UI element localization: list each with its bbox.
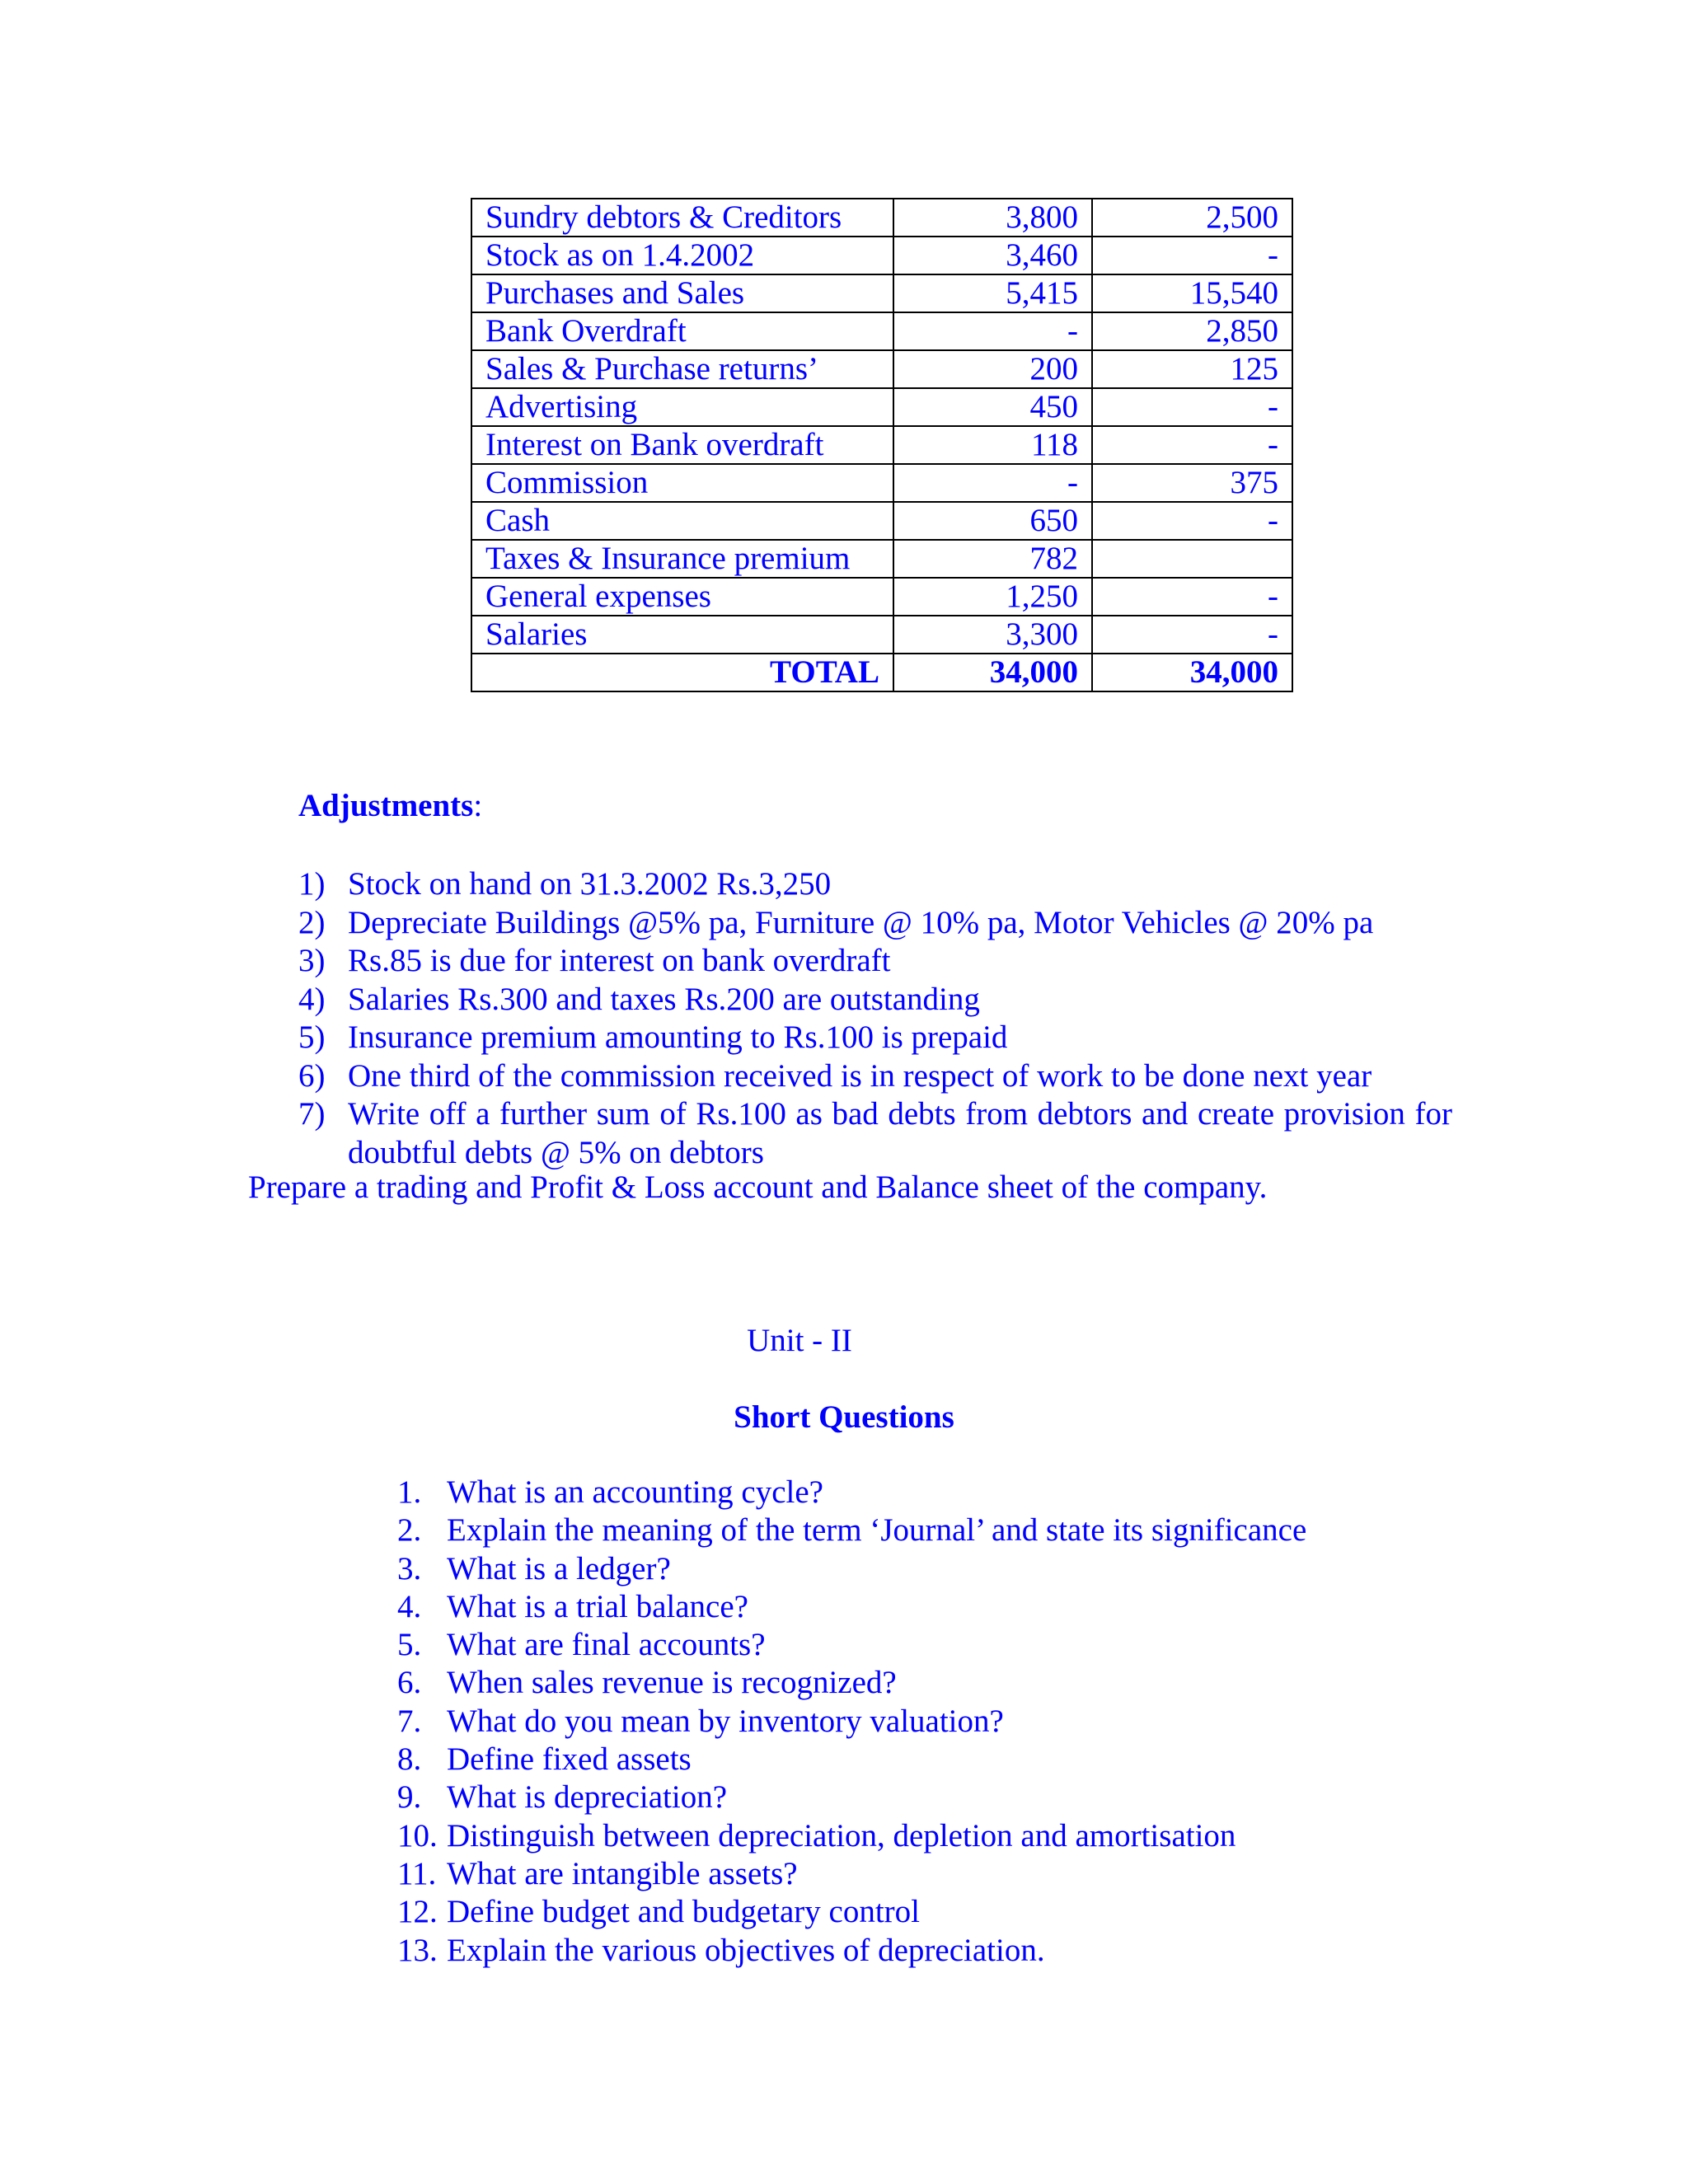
item-text: When sales revenue is recognized? — [447, 1665, 897, 1701]
item-text: What is a trial balance? — [447, 1588, 748, 1624]
list-item — [397, 1474, 1469, 1511]
list-item — [397, 1817, 1469, 1855]
adjustments-colon: : — [473, 788, 483, 823]
item-text: What is a ledger? — [447, 1550, 671, 1586]
particulars-cell: Cash — [471, 502, 893, 540]
item-text: Depreciate Buildings @5% pa, Furniture @ 10% pa, Motor Vehicles @ 20% pa — [348, 904, 1374, 940]
list-item — [298, 904, 1452, 943]
short-questions-heading: Short Questions — [734, 1399, 954, 1435]
debit-cell: 3,460 — [893, 237, 1092, 274]
list-item — [397, 1855, 1469, 1893]
credit-cell: - — [1092, 616, 1292, 654]
list-item — [298, 1057, 1452, 1096]
item-text: What do you mean by inventory valuation? — [447, 1703, 1004, 1739]
credit-cell: 125 — [1092, 350, 1292, 388]
credit-cell: 15,540 — [1092, 274, 1292, 312]
table-row — [471, 426, 1292, 464]
list-item — [397, 1664, 1469, 1702]
item-number: 1) — [298, 866, 326, 902]
item-number: 3) — [298, 943, 326, 978]
item-text: What are intangible assets? — [447, 1855, 798, 1891]
item-number: 9. — [397, 1779, 422, 1816]
credit-cell — [1092, 540, 1292, 578]
list-item — [397, 1511, 1469, 1549]
adjustments-list — [298, 865, 1452, 1172]
item-number: 6) — [298, 1057, 326, 1094]
particulars-cell: Sales & Purchase returns’ — [471, 350, 893, 388]
item-number: 2. — [397, 1512, 422, 1549]
list-item — [397, 1779, 1469, 1816]
item-number: 11. — [397, 1855, 437, 1891]
item-text: Insurance premium amounting to Rs.100 is prepaid — [348, 1019, 1008, 1055]
item-number: 4. — [397, 1588, 422, 1624]
list-item — [298, 1019, 1452, 1057]
item-number: 7) — [298, 1096, 326, 1132]
list-item — [298, 865, 1452, 904]
item-text: What are final accounts? — [447, 1627, 766, 1663]
table-row — [471, 502, 1292, 540]
table-row — [471, 237, 1292, 274]
list-item — [397, 1588, 1469, 1626]
item-number: 3. — [397, 1550, 422, 1586]
debit-cell: 118 — [893, 426, 1092, 464]
particulars-cell: Stock as on 1.4.2002 — [471, 237, 893, 274]
list-item — [298, 981, 1452, 1019]
table-row — [471, 464, 1292, 502]
particulars-cell: Salaries — [471, 616, 893, 654]
credit-cell: - — [1092, 388, 1292, 426]
item-text: Distinguish between depreciation, depletion and amortisation — [447, 1817, 1236, 1854]
item-number: 10. — [397, 1817, 438, 1854]
item-number: 5) — [298, 1019, 326, 1055]
item-text: What is depreciation? — [447, 1779, 728, 1816]
list-item — [298, 942, 1452, 981]
debit-cell: 5,415 — [893, 274, 1092, 312]
credit-cell: 2,500 — [1092, 199, 1292, 237]
table-row — [471, 540, 1292, 578]
item-text: One third of the commission received is in respect of work to be done next year — [348, 1057, 1372, 1094]
item-number: 2) — [298, 904, 326, 940]
table-row — [471, 312, 1292, 350]
particulars-cell: General expenses — [471, 578, 893, 616]
debit-cell: 782 — [893, 540, 1092, 578]
debit-cell: - — [893, 312, 1092, 350]
particulars-cell: Interest on Bank overdraft — [471, 426, 893, 464]
item-text: Define budget and budgetary control — [447, 1894, 920, 1930]
table-row — [471, 388, 1292, 426]
item-text: Explain the meaning of the term ‘Journal’ and state its significance — [447, 1512, 1307, 1549]
particulars-cell: Sundry debtors & Creditors — [471, 199, 893, 237]
item-text: Salaries Rs.300 and taxes Rs.200 are outstanding — [348, 981, 980, 1017]
total-credit: 34,000 — [1092, 654, 1292, 691]
adjustments-heading-text: Adjustments — [298, 788, 474, 823]
item-text: Stock on hand on 31.3.2002 Rs.3,250 — [348, 866, 832, 902]
table-row — [471, 578, 1292, 616]
particulars-cell: Commission — [471, 464, 893, 502]
credit-cell: 2,850 — [1092, 312, 1292, 350]
debit-cell: 3,800 — [893, 199, 1092, 237]
list-item — [397, 1932, 1469, 1970]
debit-cell: - — [893, 464, 1092, 502]
credit-cell: - — [1092, 426, 1292, 464]
item-text: What is an accounting cycle? — [447, 1474, 823, 1510]
debit-cell: 450 — [893, 388, 1092, 426]
debit-cell: 3,300 — [893, 616, 1092, 654]
list-item — [397, 1550, 1469, 1588]
table-row — [471, 199, 1292, 237]
particulars-cell: Taxes & Insurance premium — [471, 540, 893, 578]
list-item — [397, 1626, 1469, 1664]
item-number: 5. — [397, 1627, 422, 1663]
debit-cell: 200 — [893, 350, 1092, 388]
item-number: 13. — [397, 1932, 438, 1968]
total-label: TOTAL — [471, 654, 893, 691]
adjustments-heading — [298, 787, 482, 824]
debit-cell: 650 — [893, 502, 1092, 540]
table-row — [471, 616, 1292, 654]
item-text: Write off a further sum of Rs.100 as bad debts from debtors and create provision for doubtful debts @ 5% on debtors — [348, 1096, 1452, 1170]
item-number: 8. — [397, 1741, 422, 1778]
item-number: 4) — [298, 981, 326, 1017]
table-row — [471, 274, 1292, 312]
item-number: 1. — [397, 1474, 422, 1510]
particulars-cell: Advertising — [471, 388, 893, 426]
item-number: 12. — [397, 1894, 438, 1930]
credit-cell: - — [1092, 237, 1292, 274]
list-item — [397, 1893, 1469, 1931]
item-text: Explain the various objectives of depreciation. — [447, 1932, 1045, 1968]
debit-cell: 1,250 — [893, 578, 1092, 616]
instruction-text: Prepare a trading and Profit & Loss account and Balance sheet of the company. — [248, 1169, 1268, 1205]
total-row — [471, 654, 1292, 691]
credit-cell: - — [1092, 578, 1292, 616]
particulars-cell: Purchases and Sales — [471, 274, 893, 312]
credit-cell: - — [1092, 502, 1292, 540]
credit-cell: 375 — [1092, 464, 1292, 502]
item-number: 7. — [397, 1703, 422, 1739]
item-number: 6. — [397, 1665, 422, 1701]
item-text: Define fixed assets — [447, 1741, 692, 1778]
list-item — [397, 1741, 1469, 1779]
item-text: Rs.85 is due for interest on bank overdraft — [348, 943, 891, 978]
unit-title: Unit - II — [747, 1323, 852, 1358]
list-item — [298, 1095, 1452, 1172]
total-debit: 34,000 — [893, 654, 1092, 691]
particulars-cell: Bank Overdraft — [471, 312, 893, 350]
table-row — [471, 350, 1292, 388]
short-questions-list — [397, 1474, 1469, 1970]
list-item — [397, 1703, 1469, 1741]
trial-balance-table — [471, 198, 1293, 692]
